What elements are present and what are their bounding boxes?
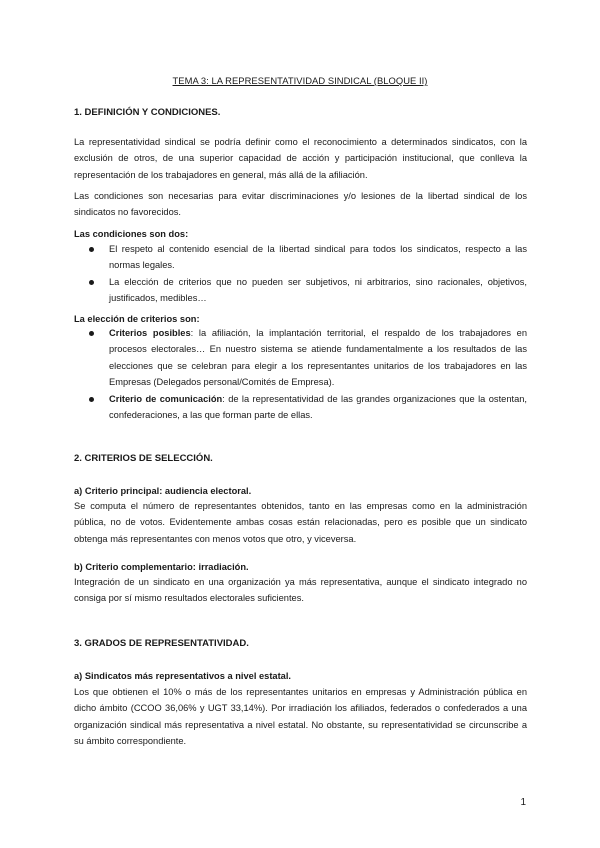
page-title: TEMA 3: LA REPRESENTATIVIDAD SINDICAL (BLOQUE II): [172, 75, 428, 86]
list-item: [74, 391, 527, 424]
criterion-term: Criterio de comunicación: [109, 393, 223, 404]
conditions-label: Las condiciones son dos:: [74, 229, 189, 239]
condition-text: La elección de criterios que no pueden ser subjetivos, ni arbitrarios, sino racionales, objetivos, justificados, medibles…: [109, 276, 527, 304]
section2-a-heading: a) Criterio principal: audiencia electoral.: [74, 486, 252, 496]
conditions-list: [74, 241, 527, 307]
bullet-icon: [89, 247, 94, 252]
section3-heading: 3. GRADOS DE REPRESENTATIVIDAD.: [74, 638, 249, 649]
list-item: [74, 274, 527, 307]
criterion-term: Criterios posibles: [109, 328, 191, 338]
section1-paragraph-1: La representatividad sindical se podría definir como el reconocimiento a determinados sindicatos, con la exclusión de otros, de una superior capacidad de acción y participación institucional, que conlleva la representación de los trabajadores en general, más allá de la afiliación.: [74, 137, 527, 180]
criterion-text: : de la representatividad de las grandes organizaciones que la ostentan, confederaciones, a las que forman parte de ellas.: [109, 393, 527, 421]
bullet-icon: [89, 397, 94, 402]
section2-a-text: Se computa el número de representantes obtenidos, tanto en las empresas como en la administración pública, no de votos. Evidentemente ambas cosas están relacionadas, pero es posible que un sindicato obtenga más representantes con menos votos que otro, y viceversa.: [74, 501, 527, 544]
criteria-list: [74, 325, 527, 423]
section2-b-text: Integración de un sindicato en una organización ya más representativa, aunque el sindicato integrado no consiga por sí mismo resultados electorales suficientes.: [74, 577, 527, 604]
bullet-icon: [89, 331, 94, 336]
section3-a-heading: a) Sindicatos más representativos a nivel estatal.: [74, 671, 292, 681]
section3-a-text: Los que obtienen el 10% o más de los representantes unitarios en empresas y Administración pública en dicho ámbito (CCOO 36,06% y UGT 33,14%). Por irradiación los afiliados, federados o confederados a una organización sindical más representativa a nivel estatal. No obstante, su representatividad se circunscribe a su ámbito correspondiente.: [74, 687, 527, 747]
criteria-label: La elección de criterios son:: [74, 314, 200, 324]
condition-text: El respeto al contenido esencial de la libertad sindical para todos los sindicatos, respecto a las normas legales.: [109, 244, 527, 271]
page-number: 1: [520, 797, 526, 808]
criterion-text: : la afiliación, la implantación territorial, el respaldo de los trabajadores en procesos electorales… En nuestro sistema se atiende fundamentalmente a los resultados de las elecciones que se celebran para elegir a los representantes unitarios de los trabajadores en las Empresas (Delegados personal/Comités de Empresa).: [109, 328, 528, 388]
list-item: [74, 325, 527, 391]
section1-paragraph-2: Las condiciones son necesarias para evitar discriminaciones y/o lesiones de la libertad sindical de los sindicatos no favorecidos.: [74, 191, 527, 218]
list-item: [74, 241, 527, 274]
section1-heading: 1. DEFINICIÓN Y CONDICIONES.: [74, 107, 221, 118]
section2-b-heading: b) Criterio complementario: irradiación.: [74, 562, 249, 572]
section2-heading: 2. CRITERIOS DE SELECCIÓN.: [74, 453, 213, 464]
bullet-icon: [89, 280, 94, 285]
